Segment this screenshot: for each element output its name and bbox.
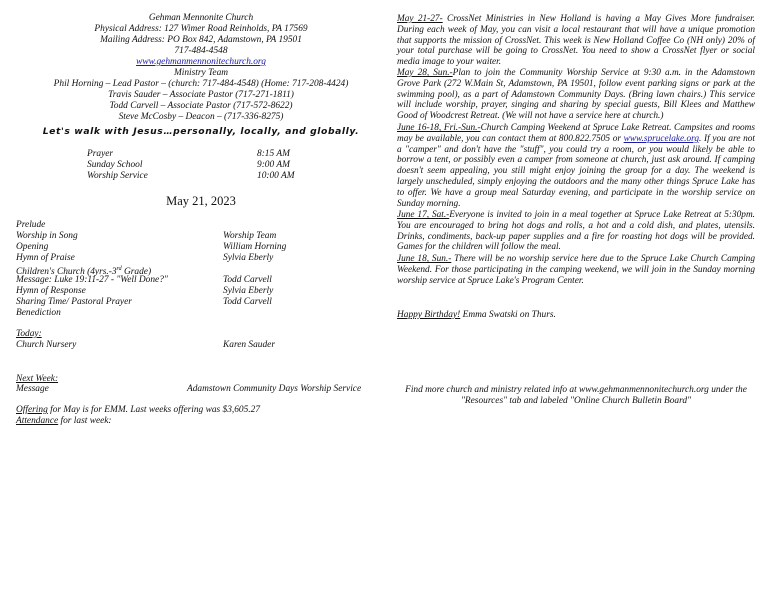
service-leader: Todd Carvell bbox=[223, 275, 272, 285]
service-item: Children's Church (4yrs.-3rd Grade) bbox=[16, 266, 152, 278]
footer-note-line: Find more church and ministry related info at www.gehmanmennonitechurch.org under the bbox=[405, 385, 747, 395]
attendance-line: Attendance for last week: bbox=[16, 416, 112, 426]
schedule-name: Prayer bbox=[87, 149, 114, 159]
footer-note-line: "Resources" tab and labeled "Online Church Bulletin Board" bbox=[460, 396, 692, 406]
schedule-time: 10:00 AM bbox=[257, 171, 295, 181]
church-phone: 717-484-4548 bbox=[174, 46, 228, 56]
service-leader: William Horning bbox=[223, 242, 287, 252]
team-member: Phil Horning – Lead Pastor – (church: 717-484-4548) (Home: 717-208-4424) bbox=[53, 79, 349, 89]
service-leader: Todd Carvell bbox=[223, 297, 272, 307]
announcement-paragraph: May 28, Sun.-Plan to join the Community Worship Service at 9:30 a.m. in the Adamstown Grove Park (272 W.Main St, Adamstown, PA 19501, follow event parking signs or park at the swimming pool), as a part of Adamstown Community Days. (Bring lawn chairs.) This service will include worship, prayer, singing and sharing by special guests, Bill Klees and Matthew Good of Woodcrest Retreat. (We will not have a service here at church.) bbox=[397, 68, 755, 122]
service-item: Benediction bbox=[16, 308, 61, 318]
birthday-line: Happy Birthday! Emma Swatski on Thurs. bbox=[397, 310, 556, 320]
service-item: Hymn of Praise bbox=[16, 253, 75, 263]
next-week-label: Next Week: bbox=[16, 374, 59, 384]
service-leader: Worship Team bbox=[223, 231, 277, 241]
mailing-address: Mailing Address: PO Box 842, Adamstown, PA 19501 bbox=[100, 35, 302, 45]
service-item: Prelude bbox=[16, 220, 46, 230]
spruce-lake-link[interactable]: www.sprucelake.org bbox=[623, 133, 700, 144]
physical-address: Physical Address: 127 Wimer Road Reinholds, PA 17569 bbox=[94, 24, 308, 34]
website-link[interactable]: www.gehmanmennonitechurch.org bbox=[136, 57, 266, 67]
service-item: Message: Luke 19:11-27 - "Well Done?" bbox=[16, 275, 168, 285]
announcement-paragraph: May 21-27- CrossNet Ministries in New Holland is having a May Gives More fundraiser. During each week of May, you can visit a local restaurant that will have a unique promotion that supports the mission of CrossNet. This week is New Holland Coffee Co (NH only) 20% of your total purchase will be going to CrossNet. You need to show a CrossNet flyer or social media image to your waiter. bbox=[397, 14, 755, 68]
team-member: Travis Sauder – Associate Pastor (717-271-1811) bbox=[108, 90, 294, 100]
schedule-name: Worship Service bbox=[87, 171, 148, 181]
team-member: Todd Carvell – Associate Pastor (717-572-8622) bbox=[109, 101, 293, 111]
offering-line: Offering for May is for EMM. Last weeks offering was $3,605.27 bbox=[16, 405, 261, 415]
schedule-time: 9:00 AM bbox=[257, 160, 290, 170]
service-leader: Sylvia Eberly bbox=[223, 286, 274, 296]
schedule-time: 8:15 AM bbox=[257, 149, 290, 159]
service-item: Opening bbox=[16, 242, 49, 252]
announcement-paragraph: June 17, Sat.-Everyone is invited to join in a meal together at Spruce Lake Retreat at 5:30pm. You are encouraged to bring hot dogs and rolls, a hot and a cold dish, and plates, utensils. Drinks, condiments, back-up paper supplies and a fire for roasting hot dogs will be provided. Games for the children will follow the meal. bbox=[397, 210, 755, 253]
today-item: Church Nursery bbox=[16, 340, 77, 350]
team-member: Steve McCosby – Deacon – (717-336-8275) bbox=[118, 112, 284, 122]
service-item: Sharing Time/ Pastoral Prayer bbox=[16, 297, 132, 307]
next-week-item: Message bbox=[16, 384, 49, 394]
announcement-paragraph: June 18, Sun.- There will be no worship service here due to the Spruce Lake Church Camping Weekend. For those participating in the camping weekend, we will join in the Sunday morning worship service at Spruce Lake's Program Center. bbox=[397, 254, 755, 286]
ministry-team-label: Ministry Team bbox=[173, 68, 229, 78]
announcement-paragraph: June 16-18, Fri.-Sun.-Church Camping Weekend at Spruce Lake Retreat. Campsites and rooms may be available, you can contact them at 800.822.7505 or www.sprucelake.org. If you are not a "camper" and don't have the "stuff", you could try a room, or you would likely be able to borrow a tent, or possibly even a camper from someone at church, just ask around. If camping doesn't seem appealing, you still might enjoy joining the group for a day. The weekend is largely unscheduled, simply enjoying the outdoors and the many other things Spruce Lake has to offer. We have a group meal Saturday evening, and participate in the worship service on Sunday morning. bbox=[397, 123, 755, 209]
church-name: Gehman Mennonite Church bbox=[148, 13, 254, 23]
service-item: Hymn of Response bbox=[16, 286, 86, 296]
website-link-row bbox=[16, 57, 386, 68]
service-leader: Sylvia Eberly bbox=[223, 253, 274, 263]
next-week-leader: Adamstown Community Days Worship Service bbox=[187, 384, 362, 394]
church-motto: Let's walk with Jesus…personally, locally, and globally. bbox=[42, 126, 360, 137]
today-leader: Karen Sauder bbox=[223, 340, 275, 350]
service-date: May 21, 2023 bbox=[166, 194, 236, 208]
schedule-name: Sunday School bbox=[87, 160, 143, 170]
service-item: Worship in Song bbox=[16, 231, 78, 241]
today-label: Today: bbox=[16, 329, 42, 339]
